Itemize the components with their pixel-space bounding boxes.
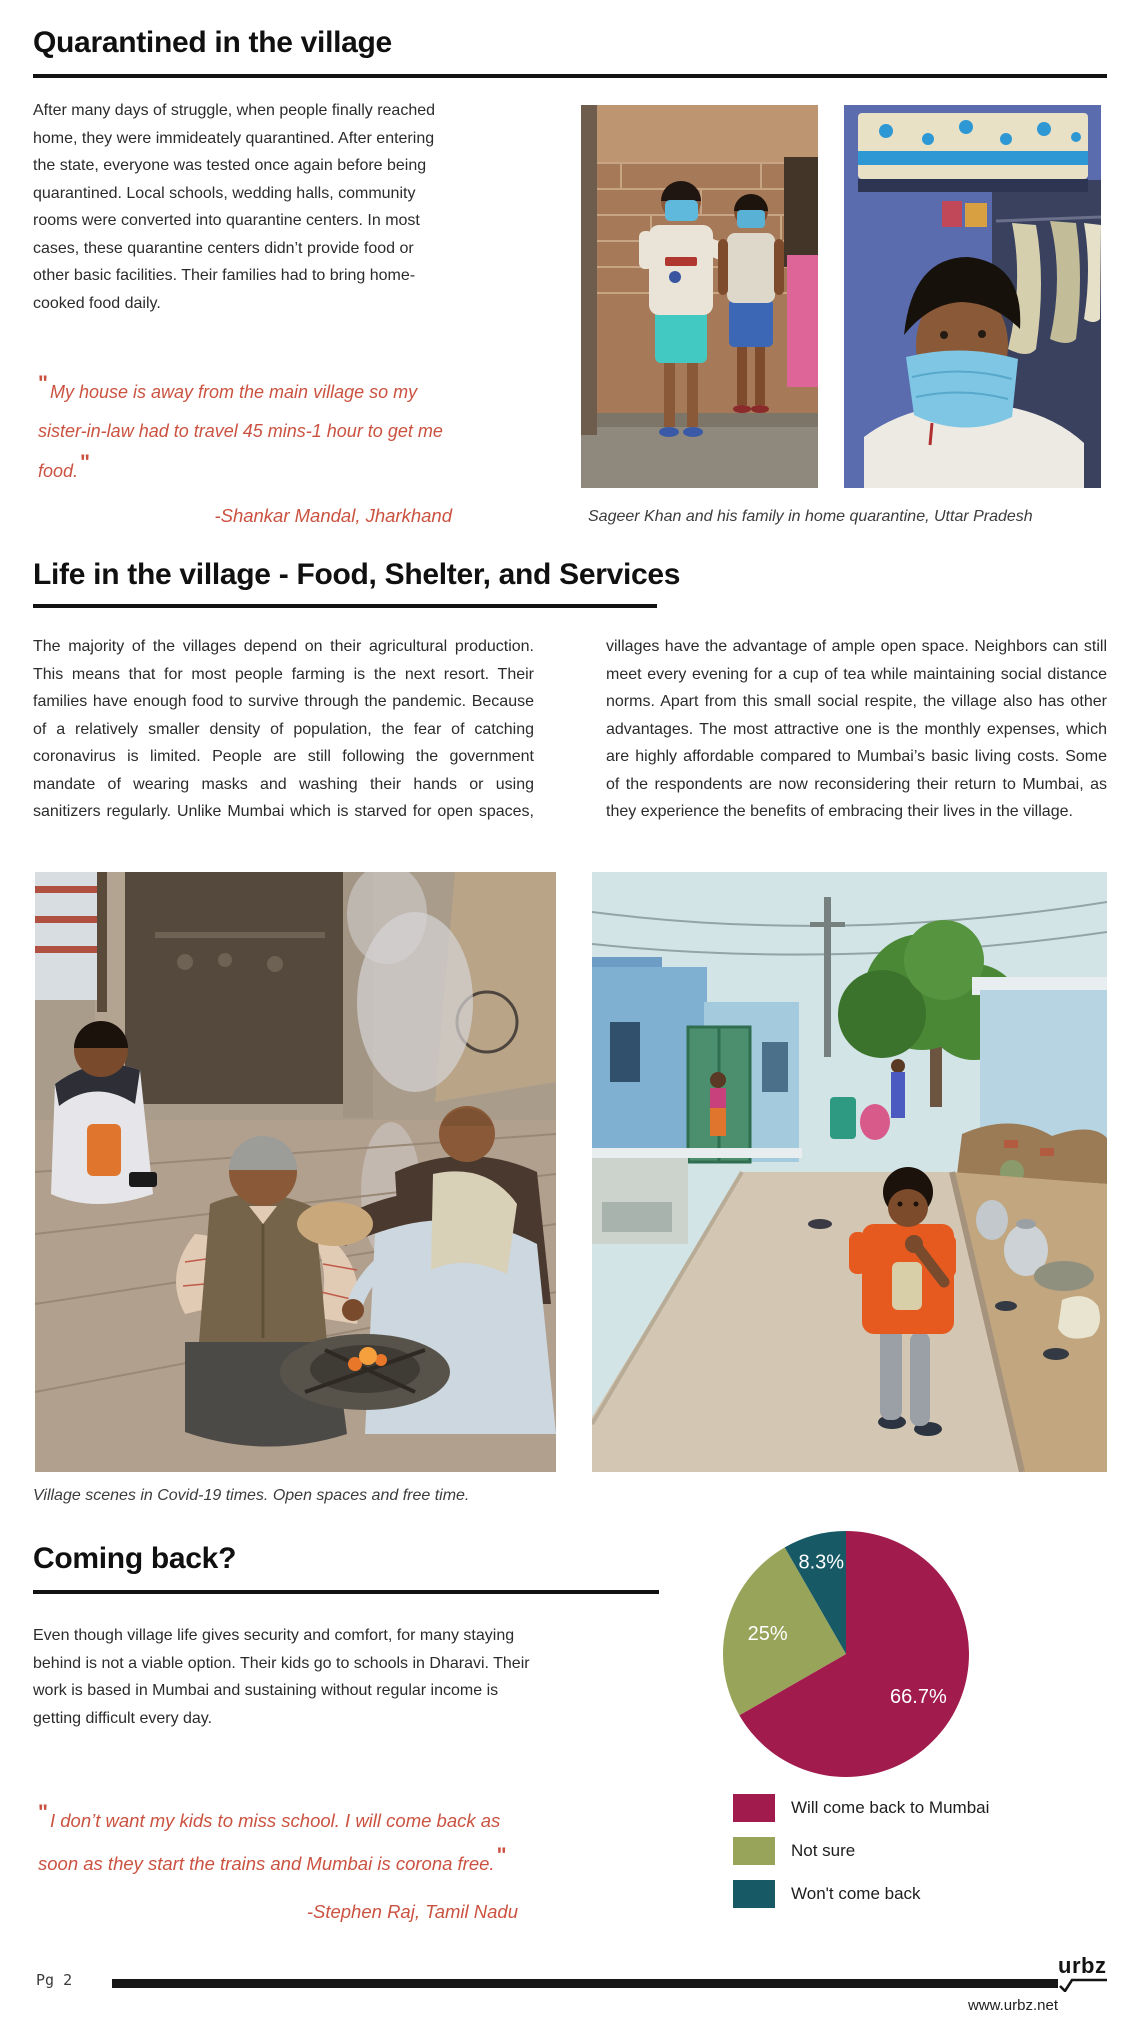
quote-close-mark: " <box>80 451 91 474</box>
quote-block-stephen <box>38 1799 518 1933</box>
legend-label: Not sure <box>791 1841 856 1860</box>
valance <box>858 113 1088 192</box>
photo-village-street-child <box>592 872 1107 1472</box>
fire <box>280 1334 450 1410</box>
face-mask <box>665 200 698 221</box>
pink-cloth <box>787 255 818 387</box>
legend-label: Won't come back <box>791 1884 921 1903</box>
life-paragraph: The majority of the villages depend on their agricultural production. This means that for most people farming is the next resort. Their families have enough food to survive through the pandemic. Because of a relatively smaller density of population, the fear of catching coronavirus is limited. People are still following the government mandate of wearing masks and washing their hands or using sanitizers regularly. Unlike Mumbai which is starved for open spaces, villages have the advantage of ample open space. Neighbors can still meet every evening for a cup of tea while maintaining social distance norms. Apart from this small social respite, the village also has other advantages. The most attractive one is the monthly expenses, which are highly affordable compared to Mumbai’s basic living costs. Some of the respondents are now reconsidering their return to Mumbai, as they experience the benefits of embracing their lives in the village. <box>33 638 1107 820</box>
legend-row <box>733 1837 989 1865</box>
legend-swatch <box>733 1837 775 1865</box>
legend-swatch <box>733 1794 775 1822</box>
page-number-label: Pg 2 <box>36 1971 73 1989</box>
photo-caption-village: Village scenes in Covid-19 times. Open spaces and free time. <box>33 1487 470 1504</box>
face-mask <box>906 350 1018 427</box>
quote-text: My house is away from the main village so my sister-in-law had to travel 45 mins-1 hour to get me food. <box>38 382 443 481</box>
urbz-logo-text: urbz <box>1058 1953 1107 1978</box>
urbz-logo <box>1058 1955 1112 1992</box>
quote-text: I don’t want my kids to miss school. I will come back as soon as they start the trains and Mumbai is corona free. <box>38 1810 501 1874</box>
face-mask <box>737 210 765 228</box>
section-title-quarantined: Quarantined in the village <box>33 26 392 59</box>
legend-row <box>733 1794 989 1822</box>
section-title-life: Life in the village - Food, Shelter, and Services <box>33 558 681 591</box>
quote-block-shankar <box>38 372 452 535</box>
quote-attribution: -Stephen Raj, Tamil Nadu <box>306 1901 518 1922</box>
pie-slice-label: 66.7% <box>890 1685 947 1708</box>
legend-swatch <box>733 1880 775 1908</box>
pie-chart <box>723 1531 969 1777</box>
website-link[interactable]: www.urbz.net <box>967 1997 1058 2014</box>
photo-boys-quarantine <box>581 105 818 488</box>
quote-open-mark: " <box>38 372 48 395</box>
quote-close-mark: " <box>496 1844 507 1867</box>
section-divider <box>33 74 1107 78</box>
photo-village-fire-gathering <box>35 872 556 1472</box>
quote-attribution: -Shankar Mandal, Jharkhand <box>214 505 452 526</box>
section-title-coming-back: Coming back? <box>33 1542 237 1575</box>
legend-label: Will come back to Mumbai <box>791 1798 990 1817</box>
section-divider <box>33 604 657 608</box>
quote-open-mark: " <box>38 1801 48 1824</box>
pie-slice-label: 25% <box>747 1622 788 1645</box>
urbz-logo-tick-icon <box>1058 1977 1108 1992</box>
footer-rule <box>112 1979 1058 1988</box>
chart-legend <box>733 1794 989 1923</box>
striped-cloth <box>35 872 107 1012</box>
sack <box>297 1202 373 1246</box>
coming-back-paragraph: Even though village life gives security and comfort, for many staying behind is not a viable option. Their kids go to schools in Dharavi. Their work is based in Mumbai and sustaining without regular income is getting difficult every day. <box>33 1627 530 1727</box>
photo-caption-quarantine: Sageer Khan and his family in home quarantine, Uttar Pradesh <box>588 508 1033 525</box>
pie-slice-label: 8.3% <box>798 1551 845 1574</box>
legend-row <box>733 1880 989 1908</box>
photo-home-quarantine-selfie <box>844 105 1101 488</box>
section-divider <box>33 1590 659 1594</box>
quarantined-paragraph: After many days of struggle, when people finally reached home, they were immideately quarantined. After entering the state, everyone was tested once again before being quarantined. Local schools, wedding halls, community rooms were converted into quarantine centers. In most cases, these quarantine centers didn’t provide food or other basic facilities. Their families had to bring home-cooked food daily. <box>33 102 436 312</box>
